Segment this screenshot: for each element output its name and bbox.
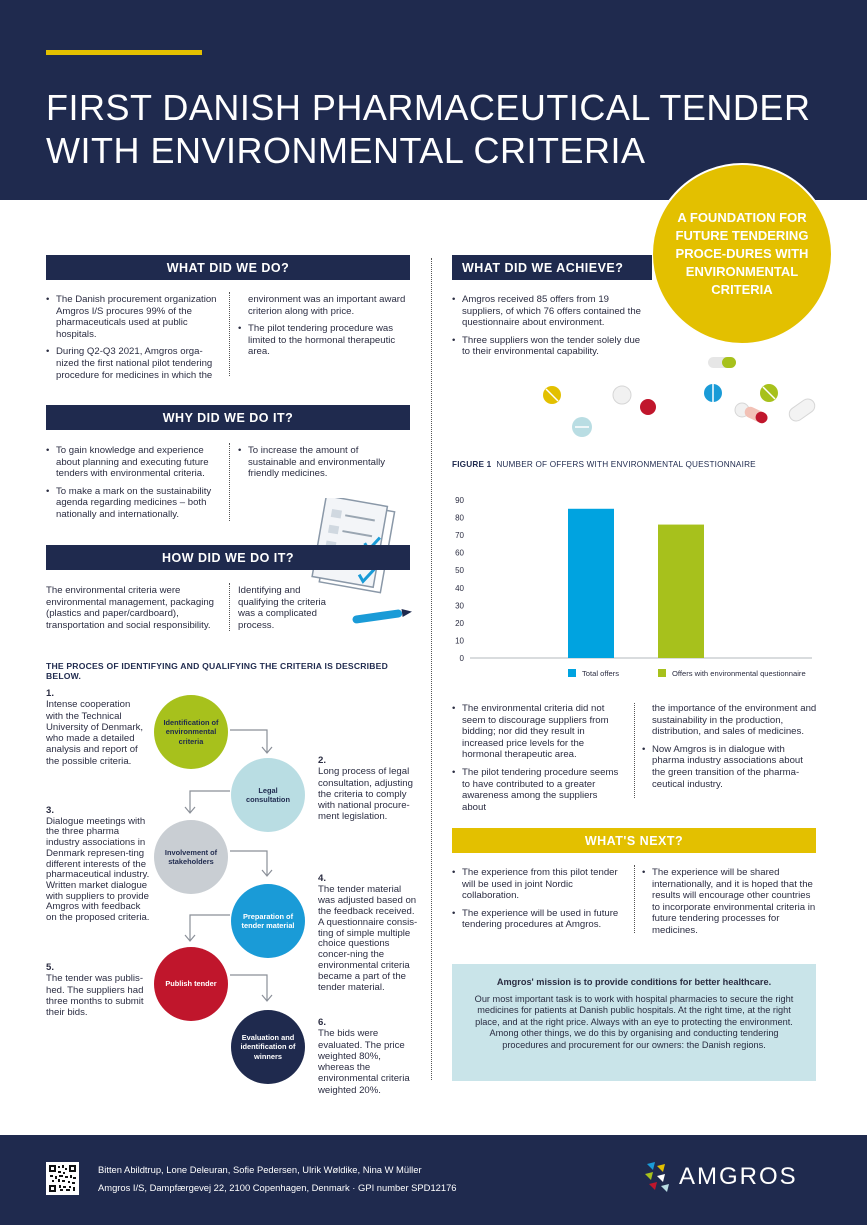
why-left-column — [46, 445, 226, 527]
legend-swatch — [658, 669, 666, 677]
mission-title: Amgros' mission is to provide conditions for better healthcare. — [496, 977, 772, 987]
what-do-right-column — [238, 294, 410, 364]
footer-brand: AMGROS — [679, 1163, 798, 1190]
step-number: 6. — [318, 1017, 327, 1028]
step-circle-label: Preparation of tender material — [241, 911, 295, 930]
continued-text: the importance of the environment and sustainability in the production, distribution, and sales of medicines. — [652, 703, 817, 738]
step-description: Long process of legal consultation, adjusting the criteria to comply with national procure-ment legislation. — [318, 766, 413, 823]
foundation-badge — [651, 163, 833, 345]
y-tick-label: 70 — [455, 531, 464, 541]
mission-box — [452, 964, 816, 1081]
pills-illustration — [530, 355, 830, 445]
section-heading-why-did-we-do-it: WHY DID WE DO IT? — [46, 405, 410, 430]
step-circle-label: Identification of environmental criteria — [163, 717, 219, 746]
step-number: 1. — [46, 688, 55, 699]
how-right-text: Identifying and qualifying the criteria was a complicated process. — [238, 585, 326, 631]
step-2-text — [318, 755, 418, 823]
bullet-item: • To gain knowledge and experience about planning and executing future tenders with environmental criteria. — [46, 445, 226, 480]
step-circle-evaluation — [231, 1010, 305, 1084]
legend-label: Offers with environmental questionnaire — [672, 669, 806, 678]
bullet-item: • The pilot tendering procedure was limited to the hormonal therapeutic area. — [238, 323, 410, 358]
figure-caption — [452, 460, 756, 469]
continued-text: environment was an important award criterion along with price. — [248, 294, 406, 317]
section-heading-what-did-we-achieve: WHAT DID WE ACHIEVE? — [452, 255, 652, 280]
bullet-item: • The Danish procurement organization Amgros I/S procures 99% of the pharmaceuticals used at public hospitals. — [46, 294, 221, 340]
bar-offers-with-questionnaire — [658, 525, 704, 658]
step-circle-label: Evaluation and identification of winners — [240, 1032, 296, 1061]
step-description: The tender material was adjusted based on the feedback received. A questionnaire consis-ting of simple multiple choice questions concer-ning the environmental criteria became a part of the tender material. — [318, 883, 418, 994]
results-left-column — [452, 703, 624, 819]
step-description: The tender was publis-hed. The suppliers had three months to submit their bids. — [46, 973, 144, 1019]
y-tick-label: 50 — [455, 566, 464, 576]
step-description: The bids were evaluated. The price weighted 80%, whereas the environmental criteria weighted 20%. — [318, 1028, 410, 1096]
bullet-item: • The pilot tendering procedure seems to have contributed to a greater awareness among the suppliers about — [452, 767, 624, 813]
bullet-item: • Three suppliers won the tender solely due to their environmental capability. — [452, 335, 642, 358]
how-left-text: The environmental criteria were environmental management, packaging (plastics and paper/cardboard), transportation and social responsibility. — [46, 585, 214, 631]
figure-label: FIGURE 1 — [452, 460, 492, 469]
footer-authors: Bitten Abildtrup, Lone Deleuran, Sofie Pedersen, Ulrik Wøldike, Nina W Müller — [98, 1164, 422, 1175]
bullet-item: • The experience will be shared internationally, and it is hoped that the results will encourage other countries to incorporate environmental criteria in future tendering processes for medicines. — [642, 867, 817, 937]
badge-text: A FOUNDATION FOR FUTURE TENDERING PROCE-DURES WITH ENVIRONMENTAL CRITERIA — [675, 210, 809, 297]
step-number: 2. — [318, 755, 327, 766]
y-tick-label: 90 — [455, 496, 464, 505]
y-tick-label: 0 — [459, 654, 464, 663]
why-right-column — [238, 445, 388, 486]
next-left-column — [452, 867, 624, 937]
step-circle-stakeholders — [154, 820, 228, 894]
bar-total-offers — [568, 509, 614, 658]
step-number: 5. — [46, 962, 55, 973]
y-tick-label: 30 — [455, 601, 464, 611]
step-circle-label: Involvement of stakeholders — [164, 847, 218, 866]
bullet-item: • Amgros received 85 offers from 19 suppliers, of which 76 offers contained the questionnaire about environment. — [452, 294, 642, 329]
main-column-divider — [431, 258, 432, 1080]
bullet-item: • During Q2-Q3 2021, Amgros orga-nized the first national pilot tendering procedure for medicines in which the — [46, 346, 221, 381]
results-right-column — [642, 703, 817, 796]
bullet-item: • To increase the amount of sustainable and environmentally friendly medicines. — [238, 445, 388, 480]
header-accent-bar — [46, 50, 202, 55]
section-heading-how-did-we-do-it: HOW DID WE DO IT? — [46, 545, 410, 570]
amgros-logo-icon — [643, 1160, 673, 1194]
step-5-text — [46, 962, 146, 1018]
step-circle-identification — [154, 695, 228, 769]
step-4-text — [318, 874, 418, 994]
column-divider — [634, 865, 635, 933]
step-circle-label: Legal consultation — [246, 785, 290, 804]
legend-swatch — [568, 669, 576, 677]
column-divider — [229, 443, 230, 521]
mission-body: Our most important task is to work with hospital pharmacies to secure the right medicines for patients at Danish public hospitals. At the right time, at the right place, and at the right price. Always with an eye to protecting the environment. Among other things, we do this by organising and conducting tendering procedures and procurement for our owners: the Danish regions. — [474, 993, 794, 1050]
next-right-column — [642, 867, 817, 943]
footer-address: Amgros I/S, Dampfærgevej 22, 2100 Copenhagen, Denmark · GPI number SPD12176 — [98, 1182, 457, 1193]
step-circle-legal — [231, 758, 305, 832]
step-number: 4. — [318, 873, 327, 884]
column-divider — [229, 292, 230, 376]
step-circle-preparation — [231, 884, 305, 958]
offers-bar-chart — [440, 490, 820, 690]
section-heading-what-did-we-do: WHAT DID WE DO? — [46, 255, 410, 280]
footer — [0, 1135, 867, 1225]
section-heading-whats-next: WHAT'S NEXT? — [452, 828, 816, 853]
step-3-text — [46, 806, 150, 924]
step-circle-label: Publish tender — [165, 979, 217, 989]
bullet-item: • The environmental criteria did not seem to discourage suppliers from bidding; nor did they result in increased price levels for the hormonal therapeutic area. — [452, 703, 624, 761]
column-divider — [229, 583, 230, 631]
y-tick-label: 60 — [455, 548, 464, 558]
y-tick-label: 40 — [455, 583, 464, 593]
column-divider — [634, 703, 635, 798]
step-circle-publish — [154, 947, 228, 1021]
y-tick-label: 20 — [455, 618, 464, 628]
y-tick-label: 80 — [455, 513, 464, 523]
bullet-item: • Now Amgros is in dialogue with pharma industry associations about the green transition of the pharma-ceutical industry. — [642, 744, 817, 790]
bullet-item: • The experience from this pilot tender will be used in joint Nordic collaboration. — [452, 867, 624, 902]
bullet-item: • The experience will be used in future tendering procedures at Amgros. — [452, 908, 624, 931]
step-1-text — [46, 688, 148, 767]
figure-caption-text: NUMBER OF OFFERS WITH ENVIRONMENTAL QUESTIONNAIRE — [496, 460, 756, 469]
y-tick-label: 10 — [455, 636, 464, 646]
qr-code-icon[interactable] — [46, 1162, 79, 1195]
process-title: THE PROCES OF IDENTIFYING AND QUALIFYING THE CRITERIA IS DESCRIBED BELOW. — [46, 661, 389, 681]
bullet-item: • To make a mark on the sustainability agenda regarding medicines – both nationally and internationally. — [46, 486, 226, 521]
step-description: Dialogue meetings with the three pharma industry associations in Denmark represen-ting different interests of the pharmaceutical industry. Written market dialogue with suppliers to provide Amgros with feedback on the proposed criteria. — [46, 815, 150, 924]
step-number: 3. — [46, 805, 55, 816]
what-do-left-column — [46, 294, 221, 387]
achieve-bullets — [452, 294, 642, 364]
legend-label: Total offers — [582, 669, 620, 678]
page-title: FIRST DANISH PHARMACEUTICAL TENDER WITH ENVIRONMENTAL CRITERIA — [46, 87, 811, 171]
step-6-text — [318, 1017, 418, 1096]
step-description: Intense cooperation with the Technical University of Denmark, who made a detailed analysis and report of the possible criteria. — [46, 699, 144, 767]
